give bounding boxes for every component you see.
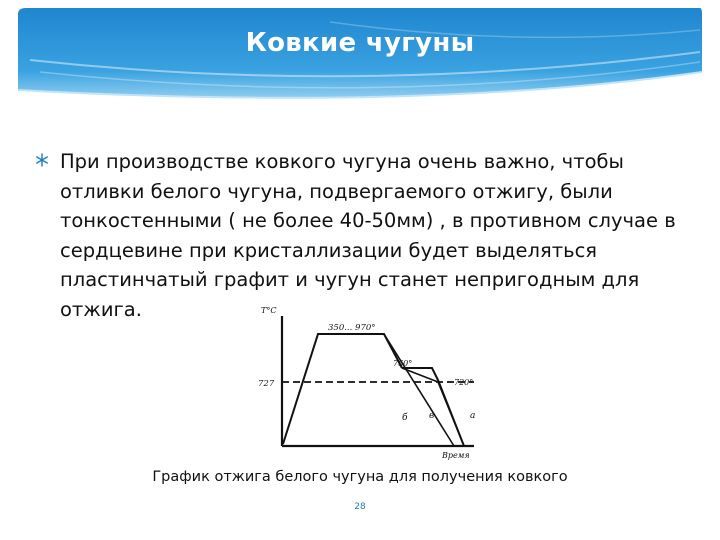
y-axis-label: T°C (261, 306, 277, 315)
curve-heating (283, 334, 402, 444)
bullet-text: При производстве ковкого чугуна очень важно, чтобы отливки белого чугуна, подвергаемого отжигу, были тонкостенными ( не более 40-50мм) , в противном случае в сердцевине при кристаллизации будет выделяться пластинчатый графит и чугун станет непригодным для отжига. (60, 150, 676, 321)
curve-label-b: б (402, 413, 408, 423)
right-temp-label: 720° (454, 378, 474, 387)
figure-caption: График отжига белого чугуна для получения ковкого (152, 469, 568, 485)
y-tick-label: 727 (258, 379, 275, 389)
curve-label-v: в (429, 411, 435, 421)
top-temp-label: 350... 970° (328, 323, 376, 333)
snowflake-bullet-icon (34, 152, 50, 168)
curve-b (384, 334, 454, 446)
curve-label-a: а (470, 411, 476, 421)
page-number: 28 (354, 502, 366, 512)
x-axis-label: Время (442, 451, 470, 460)
annealing-diagram (252, 298, 492, 468)
slide-title: Ковкие чугуны (245, 28, 475, 58)
mid-temp-label: 760° (393, 359, 413, 368)
